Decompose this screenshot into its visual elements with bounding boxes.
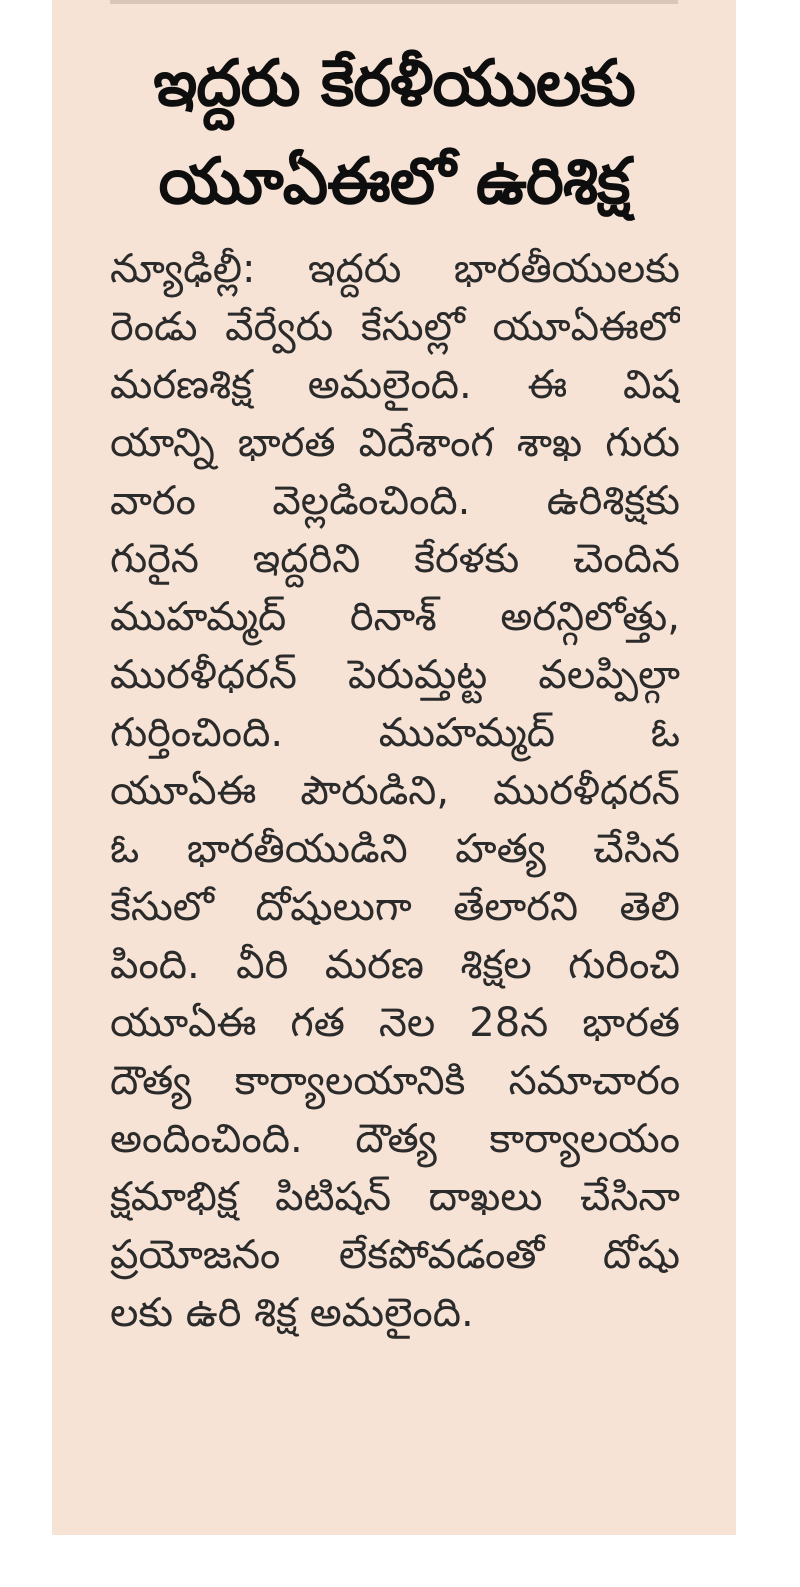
article-line: యూఏఈ గత నెల 28న భారత — [110, 1000, 680, 1046]
article-line: లకు ఉరి శిక్ష అమలైంది. — [110, 1290, 474, 1336]
article-line: గురైన ఇద్దరిని కేరళకు చెందిన — [110, 536, 680, 582]
top-rule — [110, 0, 678, 4]
article-line: క్షమాభిక్ష పిటిషన్ దాఖలు చేసినా — [110, 1174, 680, 1220]
article-line: మరణశిక్ష అమలైంది. ఈ విష — [110, 362, 680, 408]
news-clipping — [52, 0, 736, 1535]
headline-line-1: ఇద్దరు కేరళీయులకు — [153, 47, 635, 121]
article-line: ఓ భారతీయుడిని హత్య చేసిన — [110, 826, 680, 872]
article-line: గుర్తించింది. ముహమ్మద్ ఓ — [110, 710, 680, 756]
article-line: వారం వెల్లడించింది. ఉరిశిక్షకు — [110, 478, 680, 524]
article-line: పింది. వీరి మరణ శిక్షల గురించి — [110, 942, 680, 988]
headline-line-2: యూఏఈలో ఉరిశిక్ష — [158, 145, 630, 219]
article-line: ముహమ్మద్ రినాశ్ అరన్గిలోత్తు, — [110, 594, 680, 640]
article-line: యాన్ని భారత విదేశాంగ శాఖ గురు — [110, 420, 680, 466]
article-line: దౌత్య కార్యాలయానికి సమాచారం — [110, 1058, 680, 1104]
article-line: మురళీధరన్ పెరుమ్తట్ట వలప్పిల్గా — [110, 652, 680, 698]
article-line: కేసులో దోషులుగా తేలారని తెలి — [110, 884, 680, 930]
article-line: అందించింది. దౌత్య కార్యాలయం — [110, 1116, 680, 1162]
article-body — [110, 240, 680, 1342]
article-line: యూఏఈ పౌరుడిని, మురళీధరన్ — [110, 768, 680, 814]
article-line: న్యూఢిల్లీ: ఇద్దరు భారతీయులకు — [110, 246, 680, 292]
article-line: రెండు వేర్వేరు కేసుల్లో యూఏఈలో — [110, 304, 680, 350]
article-line: ప్రయోజనం లేకపోవడంతో దోషు — [110, 1232, 680, 1278]
